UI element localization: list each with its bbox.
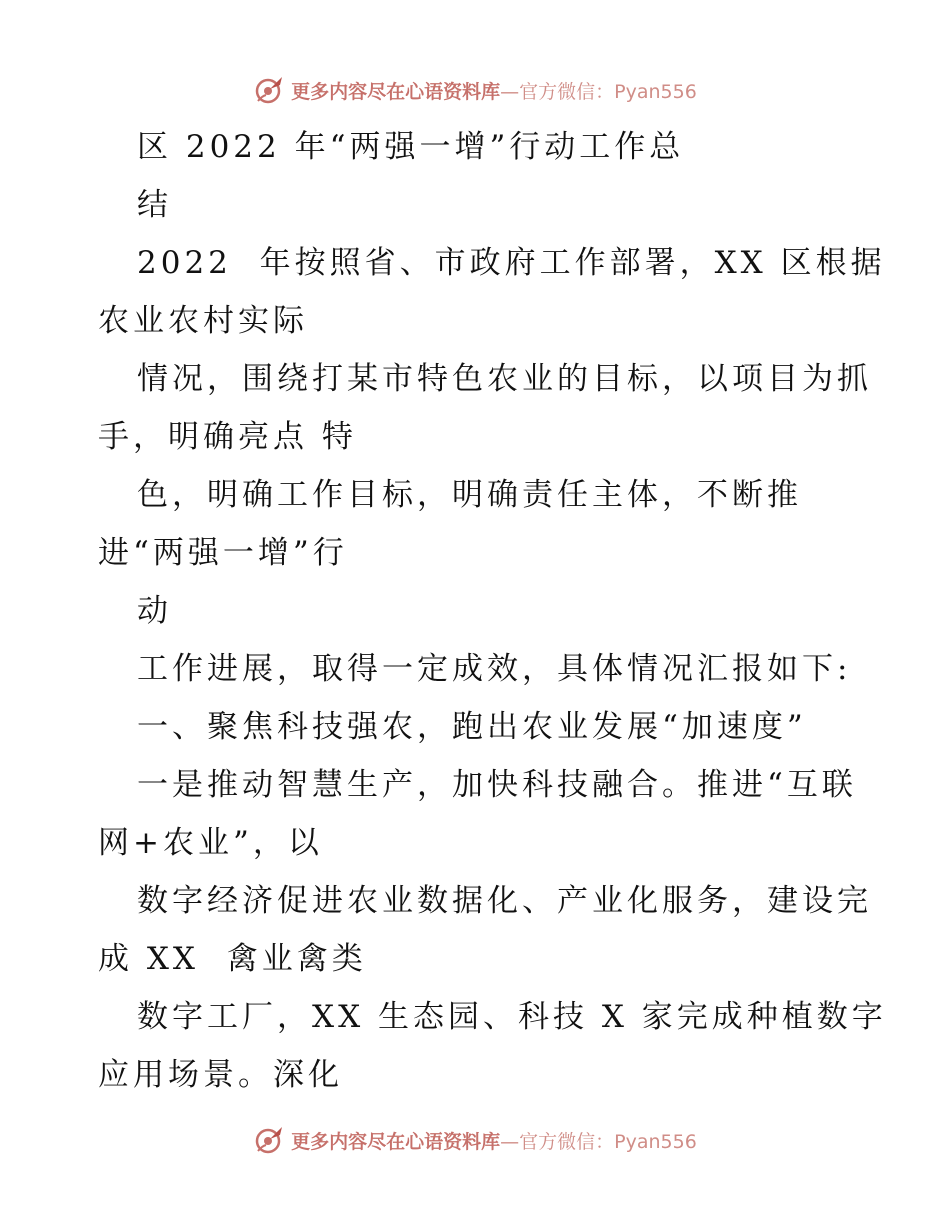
watermark-contact: 官方微信：Pyan556 xyxy=(519,80,697,103)
doc-title-line: 结 xyxy=(137,187,172,223)
watermark-brand: 更多内容尽在心语资料库 xyxy=(291,80,501,103)
footer-watermark xyxy=(0,1120,950,1160)
doc-title-line: 区 2022 年“两强一增”行动工作总 xyxy=(137,129,685,165)
paragraph-line: 数字经济促进农业数据化、产业化服务，建设完 xyxy=(137,883,872,919)
paragraph-line: 色，明确工作目标，明确责任主体，不断推 xyxy=(137,477,802,513)
paragraph-line: 进“两强一增”行 xyxy=(98,535,348,571)
paragraph-line: 工作进展，取得一定成效，具体情况汇报如下: xyxy=(137,651,852,687)
watermark-dash: — xyxy=(500,80,520,103)
watermark-brand: 更多内容尽在心语资料库 xyxy=(291,1130,501,1153)
section-heading-line: 一、聚焦科技强农，跑出农业发展“加速度” xyxy=(137,709,807,745)
header-watermark xyxy=(0,70,950,110)
paragraph-line: 动 xyxy=(137,593,172,629)
watermark-text xyxy=(291,77,697,104)
paragraph-line: 情况，围绕打某市特色农业的目标，以项目为抓 xyxy=(137,361,872,397)
paragraph-line: 2022 年按照省、市政府工作部署，XX 区根据 xyxy=(137,245,886,281)
watermark-dash: — xyxy=(500,1130,520,1153)
paragraph-line: 农业农村实际 xyxy=(98,303,308,339)
paragraph-line: 成 XX 禽业禽类 xyxy=(98,941,367,977)
quill-logo-icon xyxy=(253,1124,285,1156)
paragraph-line: 一是推动智慧生产，加快科技融合。推进“互联 xyxy=(137,767,857,803)
paragraph-line: 应用场景。深化 xyxy=(98,1057,343,1093)
watermark-contact: 官方微信：Pyan556 xyxy=(519,1130,697,1153)
paragraph-line: 网+农业”，以 xyxy=(98,825,323,861)
quill-logo-icon xyxy=(253,74,285,106)
paragraph-line: 手，明确亮点 特 xyxy=(98,419,357,455)
paragraph-line: 数字工厂，XX 生态园、科技 X 家完成种植数字 xyxy=(137,999,887,1035)
watermark-text xyxy=(291,1127,697,1154)
